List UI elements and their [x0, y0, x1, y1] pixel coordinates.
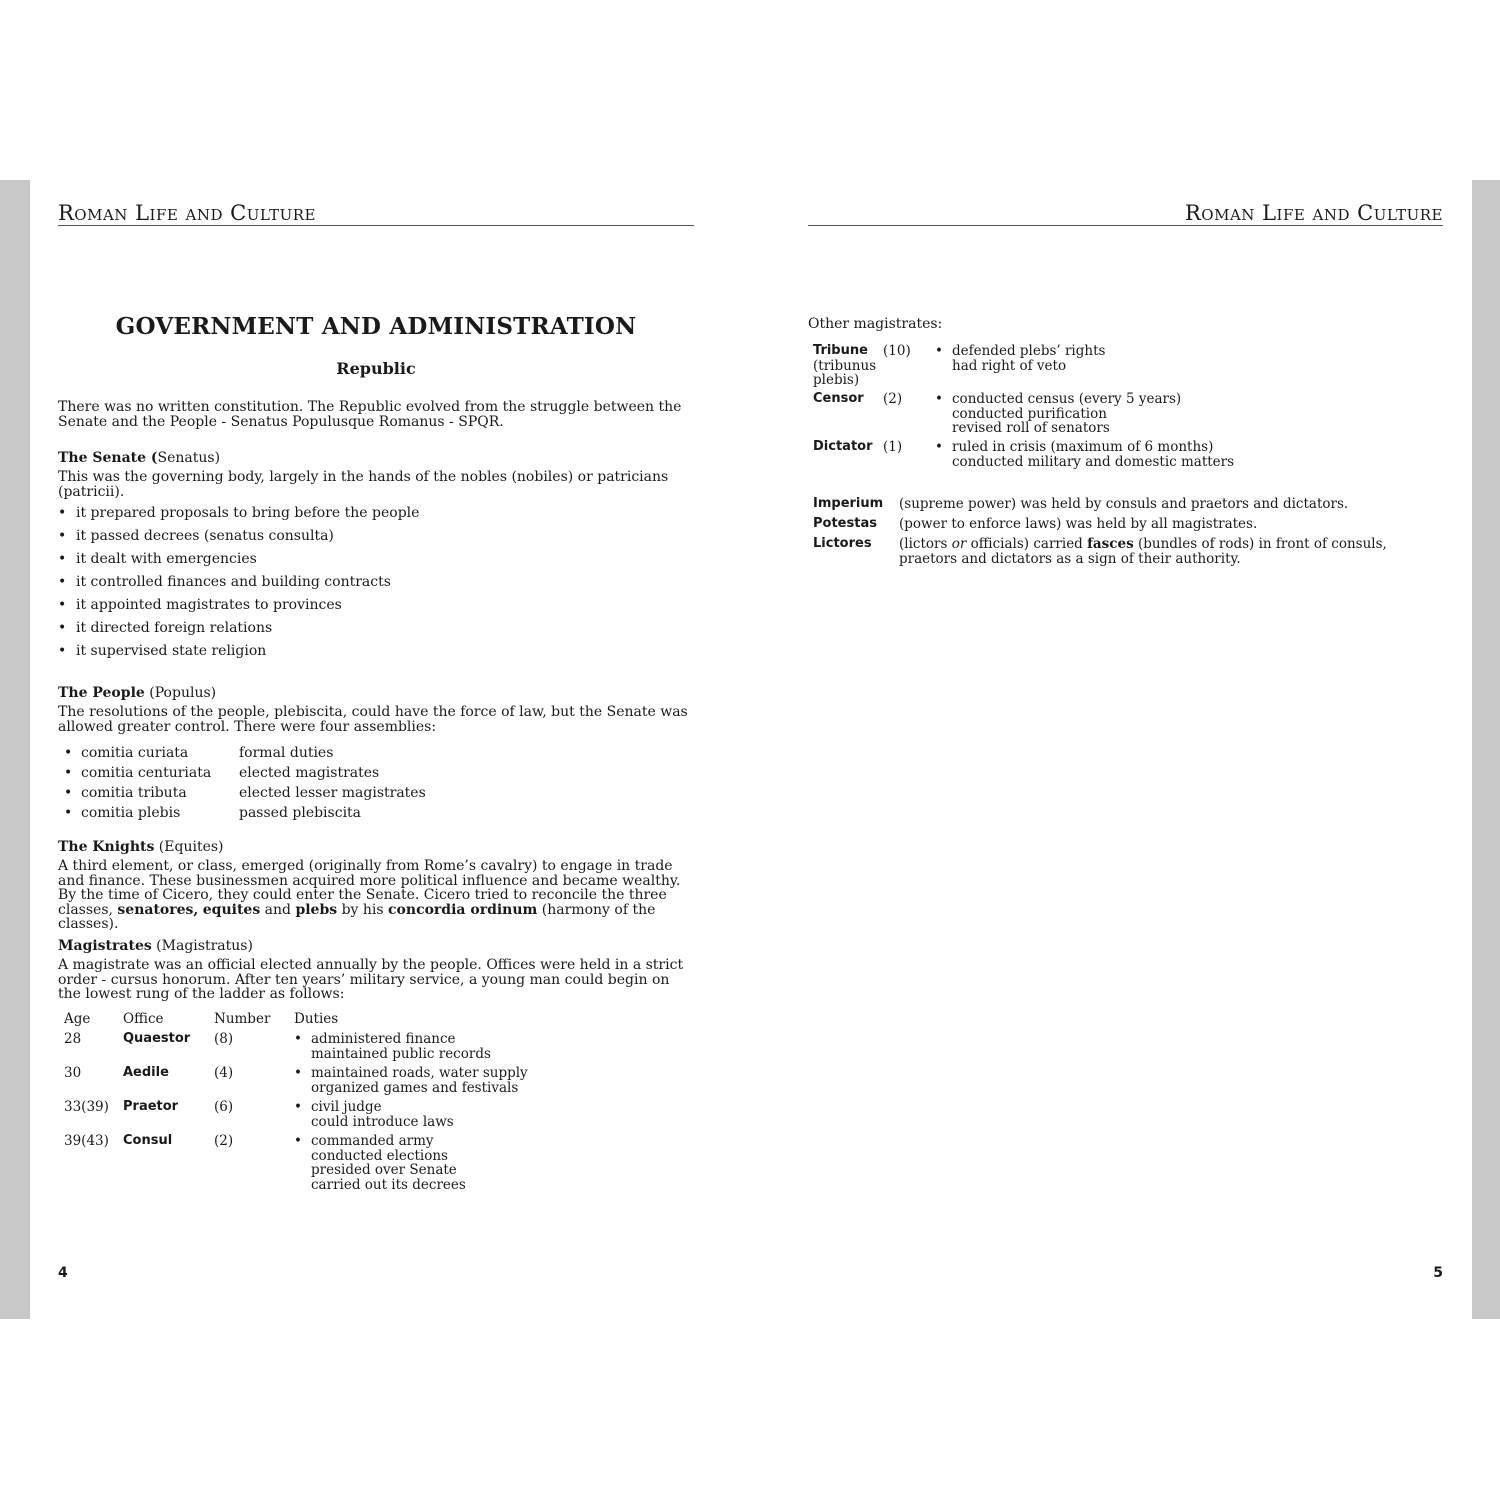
- book-spread: [0, 180, 1500, 1319]
- page-number-right: 5: [1433, 1265, 1443, 1281]
- page-number-left: 4: [58, 1265, 68, 1281]
- list-item: • it dealt with emergencies: [58, 551, 694, 574]
- list-item: • it appointed magistrates to provinces: [58, 597, 694, 620]
- knights-heading: The Knights (Equites): [58, 839, 224, 855]
- senate-heading: The Senate (Senatus): [58, 450, 221, 466]
- right-page: [808, 180, 1443, 1319]
- left-page: [58, 180, 694, 1319]
- magistrates-heading: Magistrates (Magistratus): [58, 938, 253, 954]
- list-item: • it controlled finances and building contracts: [58, 574, 694, 597]
- knights-text: A third element, or class, emerged (originally from Rome’s cavalry) to engage in trade and finance. These businessmen acquired more political influence and became wealthy. By the time of Cicero, they could enter the Senate. Cicero tried to reconcile the three classes, senatores, equites and plebs by his concordia ordinum (harmony of the classes).: [58, 858, 681, 932]
- other-magistrates-label: Other magistrates:: [808, 316, 943, 332]
- list-item: • it directed foreign relations: [58, 620, 694, 643]
- magistrates-table: Age Office Number Duties 28 Quaestor (8) • administered finance maintained public records 30 Aedile (4) • maintained roads, water supply organized games and festivals 33(39) Praetor (6) • civil judge could introduce laws 39(43) Consul (2) • commanded army conducted elections presided over Senate carried out its decrees: [64, 1011, 528, 1193]
- powers-definitions: Imperium (supreme power) was held by consuls and praetors and dictators. Potestas (power to enforce laws) was held by all magistrates. Lictores (lictors or officials) carried fasces (bundles of rods) in front of consuls, praetors and dictators as a sign of their authority.: [813, 496, 1387, 567]
- chapter-title: GOVERNMENT AND ADMINISTRATION: [115, 313, 637, 340]
- right-margin-bar: [1472, 180, 1500, 1319]
- list-item: • comitia tributa elected lesser magistrates: [64, 785, 426, 801]
- list-item: • it prepared proposals to bring before the people: [58, 505, 694, 528]
- list-item: • it passed decrees (senatus consulta): [58, 528, 694, 551]
- list-item: • comitia curiata formal duties: [64, 745, 334, 761]
- other-magistrates-table: Tribune (tribunus plebis) (10) • defended plebs’ rights had right of veto Censor (2) • conducted census (every 5 years) conducted purification revised roll of senators Dictator (1) • ruled in crisis (maximum of 6 months) conducted military and domestic matters: [813, 343, 1235, 470]
- list-item: • comitia plebis passed plebiscita: [64, 805, 362, 821]
- senate-powers-list: [58, 505, 694, 666]
- senate-text: This was the governing body, largely in the hands of the nobles (nobiles) or patricians (patricii).: [58, 469, 669, 500]
- magistrates-text: A magistrate was an official elected annually by the people. Offices were held in a strict order - cursus honorum. After ten years’ military service, a young man could begin on the lowest rung of the ladder as follows:: [58, 957, 684, 1002]
- people-text: The resolutions of the people, plebiscita, could have the force of law, but the Senate was allowed greater control. There were four assemblies:: [58, 704, 688, 735]
- list-item: • it supervised state religion: [58, 643, 694, 666]
- running-head-right: Roman Life and Culture: [808, 202, 1443, 226]
- left-margin-bar: [0, 180, 30, 1319]
- running-head-left: Roman Life and Culture: [58, 202, 694, 226]
- list-item: • comitia centuriata elected magistrates: [64, 765, 380, 781]
- section-title: Republic: [336, 359, 416, 378]
- assemblies-list: [58, 745, 694, 825]
- intro-paragraph: There was no written constitution. The Republic evolved from the struggle between the Senate and the People - Senatus Populusque Romanus - SPQR.: [58, 399, 682, 430]
- people-heading: The People (Populus): [58, 685, 217, 701]
